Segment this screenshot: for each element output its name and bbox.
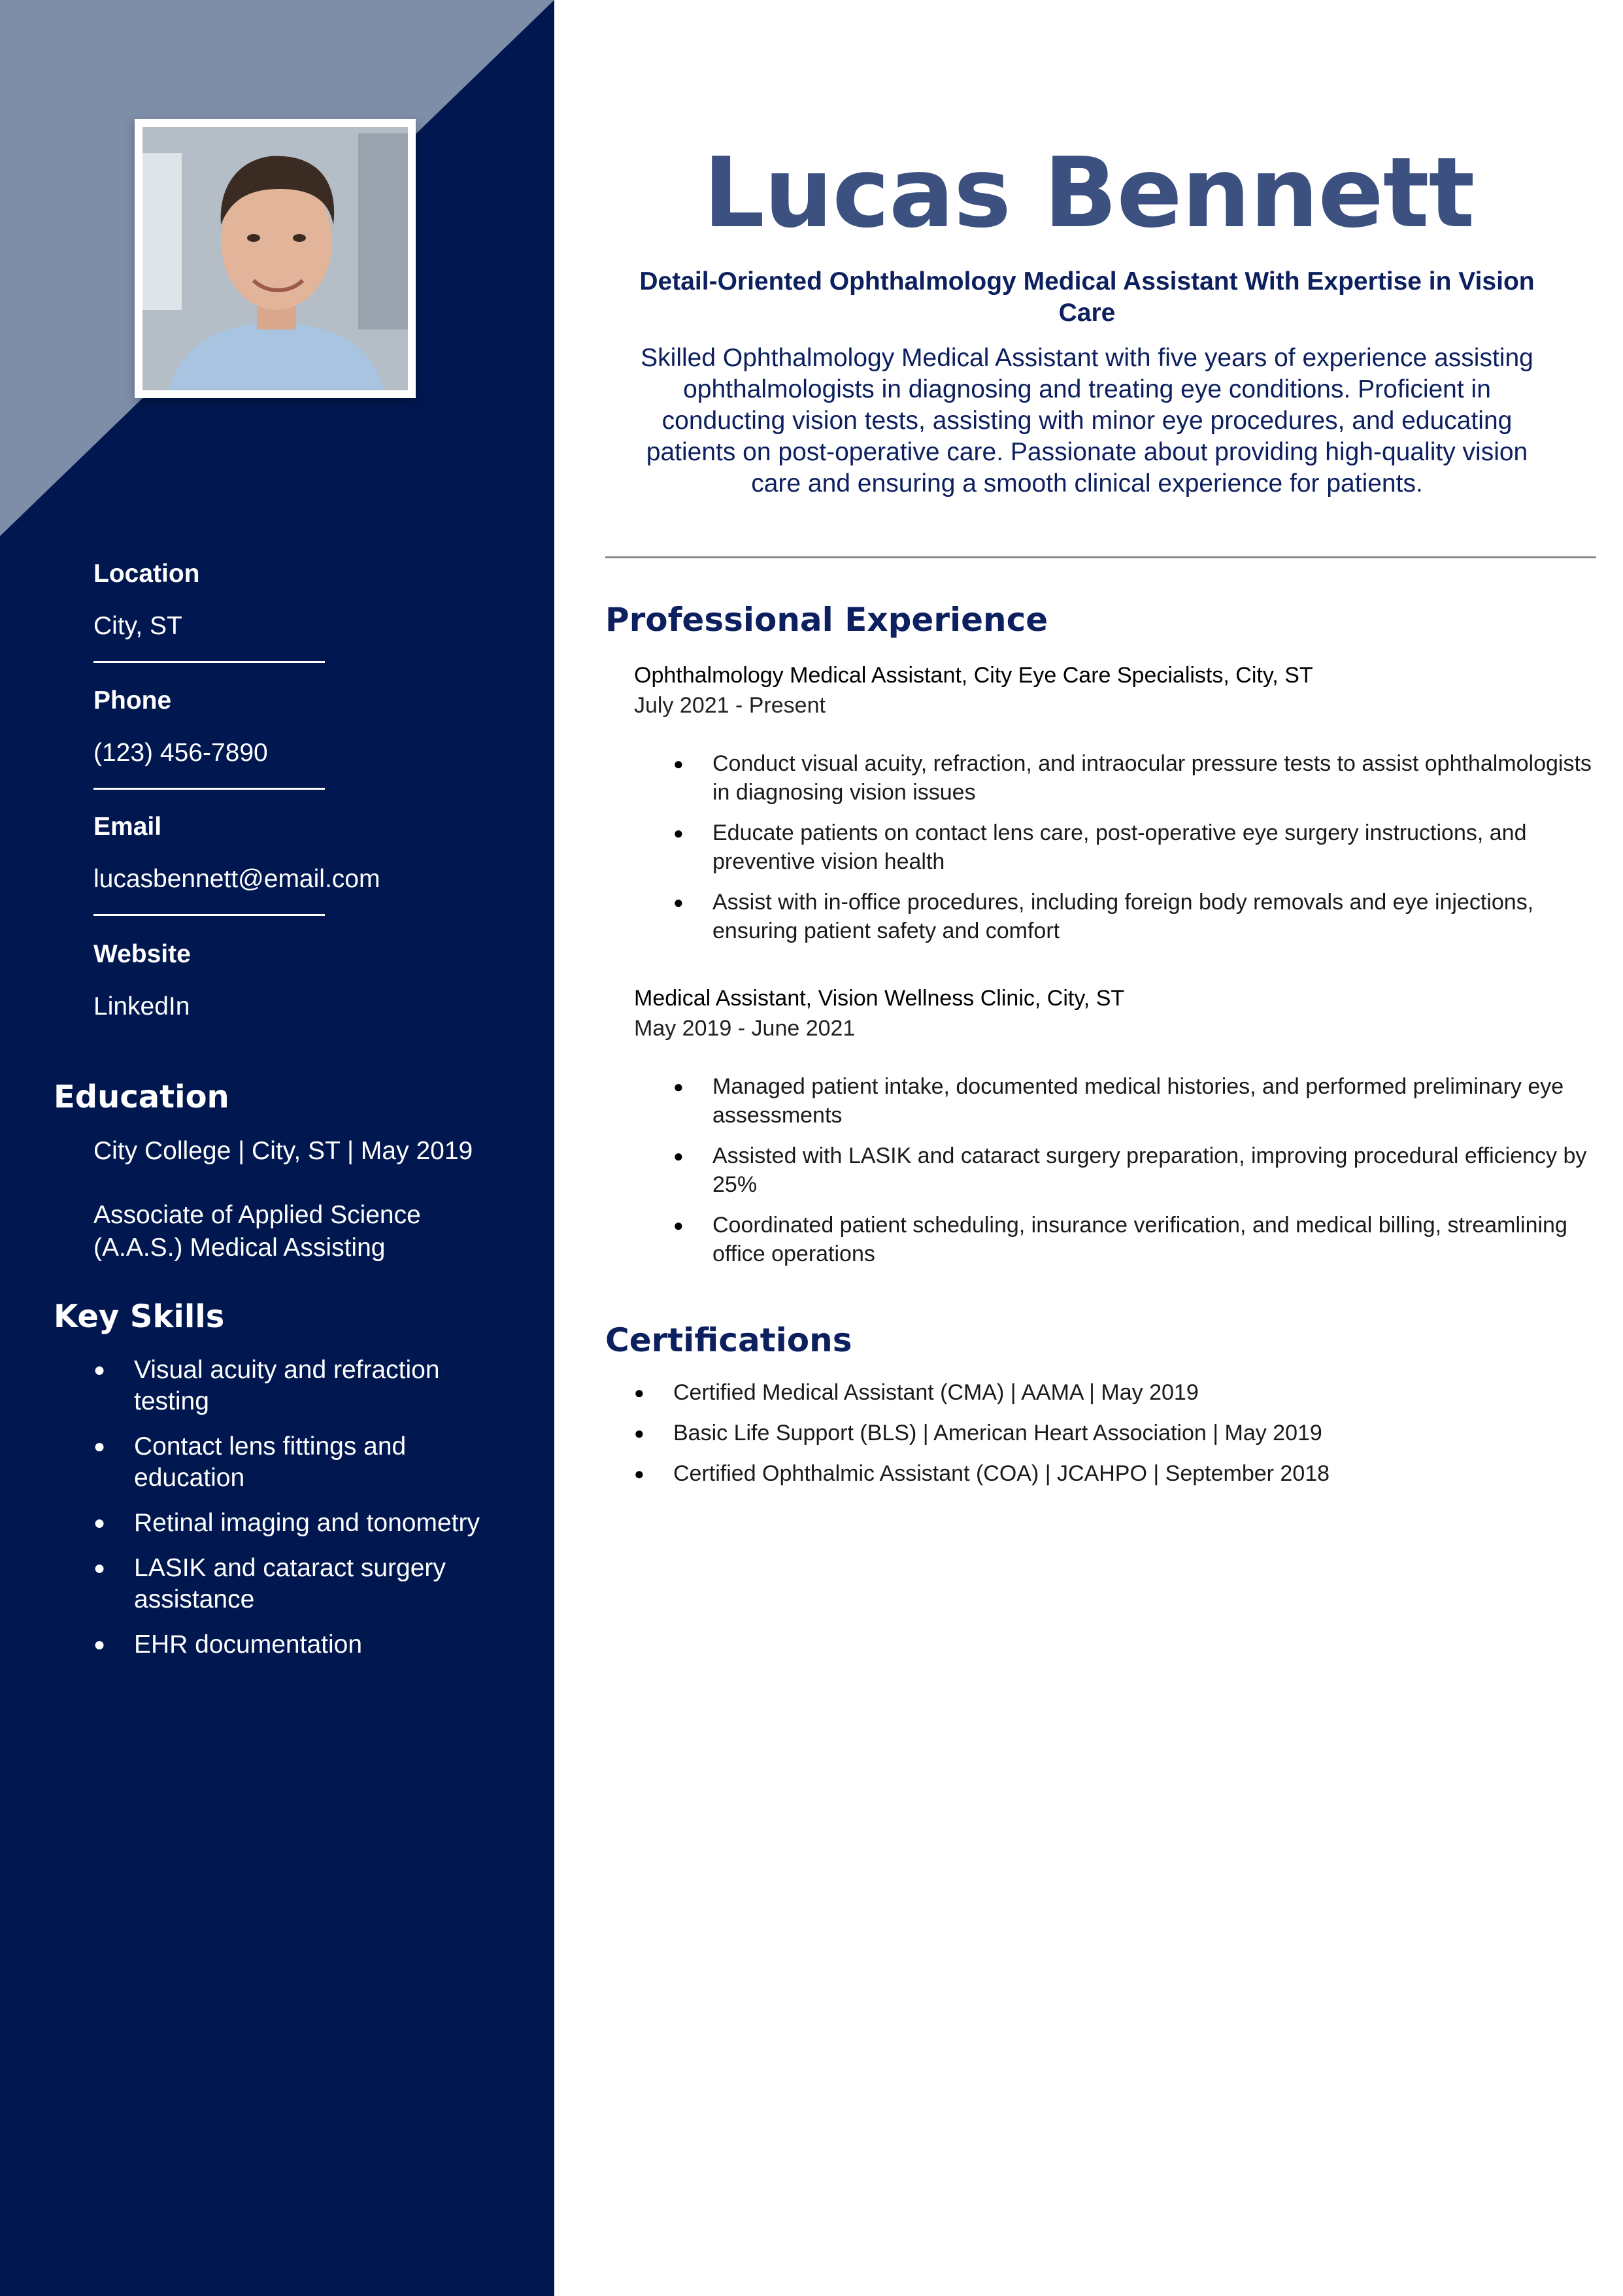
- job-bullet-text: Conduct visual acuity, refraction, and intraocular pressure tests to assist ophthalmologists in diagnosing vision issues: [712, 751, 1592, 805]
- job-bullet-text: Educate patients on contact lens care, post-operative eye surgery instructions, and preventive vision health: [712, 820, 1527, 874]
- skill-item: [93, 1508, 512, 1539]
- location-label: Location: [93, 560, 200, 588]
- certification-text: Certified Medical Assistant (CMA) | AAMA | May 2019: [673, 1380, 1199, 1405]
- photo-window-left: [142, 153, 182, 310]
- skills-list: [93, 1355, 512, 1674]
- bullet-icon: ●: [673, 754, 684, 773]
- email-label: Email: [93, 813, 162, 841]
- education-school: City College | City, ST | May 2019: [93, 1137, 473, 1165]
- bullet-icon: ●: [634, 1464, 644, 1483]
- job-title: Ophthalmology Medical Assistant, City Eye Care Specialists, City, ST: [634, 663, 1313, 688]
- website-link[interactable]: LinkedIn: [93, 992, 190, 1021]
- job-bullet-text: Assist with in-office procedures, including foreign body removals and eye injections, ensuring patient safety and comfort: [712, 890, 1534, 943]
- bullet-icon: ●: [673, 1077, 684, 1096]
- job-bullet: [634, 1072, 1601, 1130]
- contact-divider: [93, 661, 325, 663]
- job-entry: [634, 983, 1601, 1280]
- job-entry: [634, 660, 1601, 957]
- profile-photo-illustration: [142, 127, 408, 390]
- skill-text: Visual acuity and refraction testing: [134, 1356, 440, 1415]
- job-bullet: [634, 749, 1601, 807]
- profile-photo-frame: [135, 119, 416, 398]
- job-dates: July 2021 - Present: [634, 693, 826, 718]
- contact-divider: [93, 914, 325, 916]
- certification-item: [634, 1378, 1601, 1407]
- sidebar: [0, 0, 554, 2296]
- bullet-icon: ●: [93, 1359, 106, 1381]
- certification-text: Basic Life Support (BLS) | American Heart Association | May 2019: [673, 1421, 1322, 1445]
- phone-value: (123) 456-7890: [93, 739, 268, 767]
- job-bullet-list: [634, 1072, 1601, 1268]
- certification-item: [634, 1419, 1601, 1447]
- bullet-icon: ●: [673, 892, 684, 912]
- contact-divider: [93, 788, 325, 790]
- section-divider: [605, 556, 1596, 558]
- contact-email: [93, 813, 380, 894]
- skill-item: [93, 1431, 512, 1494]
- skills-heading: Key Skills: [54, 1298, 225, 1335]
- job-bullet-text: Assisted with LASIK and cataract surgery preparation, improving procedural efficiency by 25%: [712, 1143, 1587, 1197]
- skill-item: [93, 1553, 512, 1615]
- main-content: [554, 0, 1623, 2296]
- candidate-name: Lucas Bennett: [703, 137, 1475, 249]
- profile-photo: [142, 127, 408, 390]
- experience-heading: Professional Experience: [605, 601, 1048, 639]
- contact-website: [93, 940, 191, 1021]
- bullet-icon: ●: [93, 1436, 106, 1457]
- certification-item: [634, 1459, 1601, 1488]
- job-bullet-list: [634, 749, 1601, 945]
- bullet-icon: ●: [93, 1512, 106, 1534]
- job-bullet: [634, 1211, 1601, 1268]
- website-label: Website: [93, 940, 191, 968]
- job-bullet-text: Coordinated patient scheduling, insurance verification, and medical billing, streamlining office operations: [712, 1213, 1567, 1266]
- photo-window-right: [358, 133, 408, 329]
- education-heading: Education: [54, 1079, 229, 1115]
- job-title: Medical Assistant, Vision Wellness Clinic, City, ST: [634, 986, 1125, 1011]
- bullet-icon: ●: [93, 1557, 106, 1579]
- skill-item: [93, 1355, 512, 1417]
- job-bullet: [634, 888, 1601, 945]
- job-bullet-text: Managed patient intake, documented medical histories, and performed preliminary eye assessments: [712, 1074, 1564, 1128]
- bullet-icon: ●: [634, 1423, 644, 1443]
- photo-eye-right: [293, 234, 306, 242]
- headline: Detail-Oriented Ophthalmology Medical Assistant With Expertise in Vision Care: [639, 267, 1535, 327]
- contact-phone: [93, 686, 268, 768]
- skill-text: Contact lens fittings and education: [134, 1432, 407, 1492]
- bullet-icon: ●: [93, 1634, 106, 1655]
- education-degree: Associate of Applied Science (A.A.S.) Medical Assisting: [93, 1201, 421, 1262]
- skill-text: EHR documentation: [134, 1630, 363, 1659]
- phone-label: Phone: [93, 686, 172, 715]
- photo-eye-left: [247, 234, 260, 242]
- bullet-icon: ●: [673, 1215, 684, 1235]
- skill-item: [93, 1629, 512, 1661]
- certifications-list: [634, 1378, 1601, 1500]
- bullet-icon: ●: [673, 823, 684, 843]
- email-value: lucasbennett@email.com: [93, 865, 380, 893]
- certifications-heading: Certifications: [605, 1321, 852, 1359]
- bullet-icon: ●: [634, 1383, 644, 1402]
- job-bullet: [634, 1141, 1601, 1199]
- job-bullet: [634, 819, 1601, 876]
- skill-text: LASIK and cataract surgery assistance: [134, 1554, 446, 1613]
- job-dates: May 2019 - June 2021: [634, 1016, 856, 1041]
- summary: Skilled Ophthalmology Medical Assistant with five years of experience assisting ophthalmologists in diagnosing and treating eye conditions. Proficient in conducting vision tests, assisting with minor eye procedures, and educating patients on post-operative care. Passionate about providing high-quality vision care and ensuring a smooth clinical experience for patients.: [641, 344, 1533, 498]
- bullet-icon: ●: [673, 1146, 684, 1166]
- location-value: City, ST: [93, 612, 182, 640]
- certification-text: Certified Ophthalmic Assistant (COA) | JCAHPO | September 2018: [673, 1461, 1330, 1486]
- contact-location: [93, 560, 200, 641]
- skill-text: Retinal imaging and tonometry: [134, 1509, 480, 1537]
